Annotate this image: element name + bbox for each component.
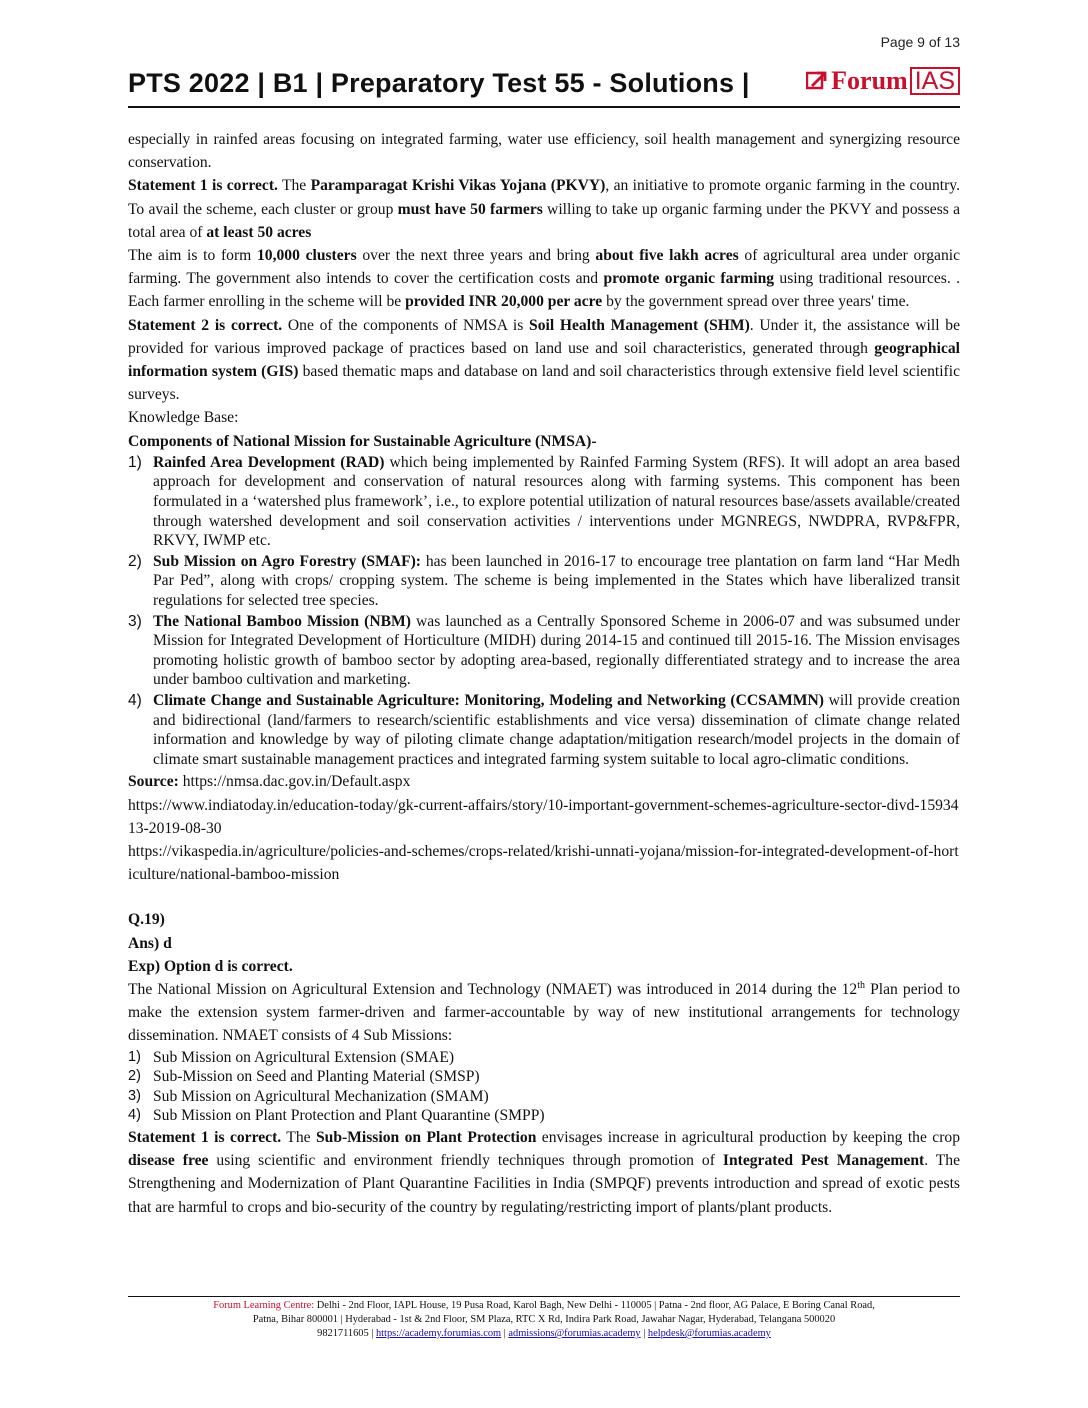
bold-term: Sub-Mission on Plant Protection: [315, 1128, 537, 1146]
separator: |: [501, 1328, 509, 1339]
list-number: 1): [128, 1048, 141, 1065]
list-number: 1): [128, 453, 142, 471]
bold-term: disease free: [128, 1152, 209, 1170]
forumias-logo: [806, 66, 960, 96]
statement-label: Statement 1 is correct.: [128, 177, 278, 195]
academy-link[interactable]: https://academy.forumias.com: [375, 1328, 502, 1339]
list-number: 4): [128, 691, 142, 709]
footer-brand: Forum Learning Centre:: [213, 1300, 315, 1311]
text-run: by the government spread over three years' time.: [602, 293, 910, 311]
text-run: The: [277, 177, 311, 195]
components-heading: [128, 430, 960, 453]
text-run: using scientific and environment friendly techniques through promotion of: [208, 1152, 723, 1170]
page-number: Page 9 of 13: [880, 34, 960, 50]
text-run: willing to take up organic farming under the PKVY and possess a total area of: [128, 200, 960, 241]
statement-label: Statement 2 is correct.: [128, 316, 283, 334]
answer-line: [128, 932, 960, 955]
list-item: [128, 1048, 960, 1068]
nmaet-paragraph: [128, 978, 960, 1048]
page-footer: [128, 1296, 960, 1341]
statement-label: Statement 1 is correct.: [128, 1128, 282, 1146]
list-item: [128, 1087, 960, 1107]
sub-missions-list: [128, 1048, 960, 1126]
source-url[interactable]: https://nmsa.dac.gov.in/Default.aspx: [178, 773, 411, 791]
bold-term: about five lakh acres: [595, 247, 739, 265]
arrow-logo-icon: [806, 70, 828, 92]
logo-forum-text: Forum: [831, 66, 908, 95]
text-run: envisages increase in agricultural production by keeping the crop: [536, 1128, 960, 1146]
text-run: Plan period to make the extension system farmer-driven and farmer-accountable by way of new institutional arrangements for technology dissemination. NMAET consists of 4 Sub Missions:: [128, 980, 960, 1045]
bold-term: Paramparagat Krishi Vikas Yojana (PKVY): [310, 177, 606, 195]
logo-ias-text: IAS: [910, 67, 960, 95]
explanation-line: [128, 955, 960, 978]
text-run: , an initiative to promote organic farming in the country. To avail the scheme, each cluster or group: [128, 177, 960, 218]
bold-term: 10,000 clusters: [256, 247, 357, 265]
admissions-email-link[interactable]: admissions@forumias.academy: [508, 1328, 641, 1339]
intro-paragraph: especially in rainfed areas focusing on integrated farming, water use efficiency, soil health management and synergizing resource conservation.: [128, 131, 960, 172]
text-run: based thematic maps and database on land and soil characteristics through extensive field level scientific surveys.: [128, 363, 960, 404]
list-item: [128, 453, 960, 551]
list-number: 3): [128, 612, 142, 630]
bold-term: at least 50 acres: [206, 223, 312, 241]
list-number: 2): [128, 552, 142, 570]
text-run: over the next three years and bring: [356, 247, 596, 265]
explanation-text: Exp) Option d is correct.: [128, 957, 293, 975]
footer-text: Delhi - 2nd Floor, IAPL House, 19 Pusa Road, Karol Bagh, New Delhi - 110005 | Patna - 2nd floor, AG Palace, E Boring Canal Road,: [314, 1300, 875, 1311]
aim-paragraph: [128, 244, 960, 314]
bold-term: Climate Change and Sustainable Agriculture: Monitoring, Modeling and Networking (CCSAMMN): [153, 691, 824, 709]
list-item: [128, 552, 960, 611]
bold-term: Soil Health Management (SHM): [529, 316, 750, 334]
footer-contact-line: [128, 1327, 960, 1341]
bold-term: Rainfed Area Development (RAD): [153, 453, 385, 471]
footer-address-line-2: Patna, Bihar 800001 | Hyderabad - 1st & 2nd Floor, SM Plaza, RTC X Rd, Indira Park Road, Jawahar Nagar, Hyderabad, Telangana 500020: [252, 1314, 836, 1325]
bold-term: Integrated Pest Management: [722, 1152, 925, 1170]
text-run: will provide creation and bidirectional (land/farmers to research/scientific establishments and vice versa) dissemination of climate change related information and knowledge by way of piloting climate change adaptation/mitigation research/model projects in the domain of climate smart sustainable management practices and integrated farming system suitable to local agro-climatic conditions.: [153, 691, 960, 768]
list-item: [128, 1106, 960, 1126]
text-run: . Under it, the assistance will be provided for various improved package of practices based on land use and soil characteristics, generated through: [128, 316, 960, 357]
text-run: The: [281, 1128, 316, 1146]
list-number: 3): [128, 1087, 141, 1104]
source-label: Source:: [128, 773, 179, 791]
bold-term: The National Bamboo Mission (NBM): [153, 612, 411, 630]
list-text: Sub Mission on Agricultural Mechanization (SMAM): [153, 1087, 489, 1105]
text-run: The aim is to form: [128, 247, 257, 265]
list-item: [128, 691, 960, 769]
list-text: Sub Mission on Agricultural Extension (SMAE): [153, 1048, 455, 1066]
text-run: . The Strengthening and Modernization of Plant Quarantine Facilities in India (SMPQF) prevents introduction and spread of exotic pests that are harmful to crops and bio-security of the country by regulating/restricting import of plants/plant products.: [128, 1152, 961, 1216]
list-item: [128, 1067, 960, 1087]
bold-term: provided INR 20,000 per acre: [405, 293, 603, 311]
document-title: PTS 2022 | B1 | Preparatory Test 55 - Solutions |: [128, 68, 750, 98]
bold-term: geographical information system (GIS): [128, 339, 960, 381]
text-run: of agricultural area under organic farming. The government also intends to cover the certification costs and: [128, 247, 961, 288]
source-url[interactable]: https://vikaspedia.in/agriculture/policies-and-schemes/crops-related/krishi-unnati-yojana/mission-for-integrated-development-of-horticulture/national-bamboo-mission: [128, 842, 959, 884]
source-url[interactable]: https://www.indiatoday.in/education-today/gk-current-affairs/story/10-important-government-schemes-agriculture-sector-divd-1593413-2019-08-30: [128, 796, 959, 837]
answer-text: Ans) d: [128, 934, 172, 952]
footer-phone: 9821711605 |: [317, 1328, 376, 1339]
list-number: 2): [128, 1068, 141, 1085]
text-run: has been launched in 2016-17 to encourage tree plantation on farm land “Har Medh Par Ped”, along with crops/ cropping system. The scheme is being implemented in the States which have liberalized transit regulations for selected tree species.: [153, 552, 960, 609]
statement-2-paragraph: [128, 314, 960, 407]
knowledge-base-label: Knowledge Base:: [128, 409, 239, 427]
text-run: The National Mission on Agricultural Extension and Technology (NMAET) was introduced in 2014 during the 12: [128, 980, 858, 998]
text-run: using traditional resources. . Each farmer enrolling in the scheme will be: [128, 270, 961, 311]
source-line: [128, 770, 960, 793]
bold-term: must have 50 farmers: [397, 200, 543, 218]
components-list: [128, 453, 960, 770]
text-run: was launched as a Centrally Sponsored Scheme in 2006-07 and was subsumed under Mission for Integrated Development of Horticulture (MIDH) during 2014-15 and continued till 2015-16. The Mission envisages promoting holistic growth of bamboo sector by adopting area-based, regionally differentiated strategy and to increase the area under bamboo cultivation and marketing.: [153, 612, 960, 689]
page-content: [128, 128, 960, 1219]
question-number: [128, 908, 960, 931]
ordinal-superscript: th: [857, 979, 865, 991]
list-item: [128, 612, 960, 690]
bold-term: Sub Mission on Agro Forestry (SMAF):: [153, 552, 421, 570]
question-number-text: Q.19): [128, 911, 165, 929]
text-run: which being implemented by Rainfed Farming System (RFS). It will adopt an area based approach for development and conservation of natural resources along with farming systems. This component has been formulated in a ‘watershed plus framework’, i.e., to explore potential utilization of natural resources base/assets available/created through watershed development and soil conservation activities / interventions under MGNREGS, NWDPRA, RVP&FPR, RKVY, IWMP etc.: [153, 453, 961, 550]
separator: |: [640, 1328, 648, 1339]
statement-1b-paragraph: [128, 1126, 960, 1219]
list-text: Sub-Mission on Seed and Planting Material (SMSP): [153, 1068, 480, 1086]
statement-1-paragraph: [128, 174, 960, 244]
footer-address-line-1: [128, 1299, 960, 1313]
spacer: [128, 886, 960, 908]
text-run: One of the components of NMSA is: [282, 316, 530, 334]
page-header: [128, 66, 960, 108]
list-text: Sub Mission on Plant Protection and Plant Quarantine (SMPP): [153, 1107, 545, 1125]
components-heading-text: Components of National Mission for Sustainable Agriculture (NMSA)-: [128, 432, 597, 450]
list-number: 4): [128, 1107, 141, 1124]
helpdesk-email-link[interactable]: helpdesk@forumias.academy: [647, 1328, 771, 1339]
bold-term: promote organic farming: [603, 270, 775, 288]
